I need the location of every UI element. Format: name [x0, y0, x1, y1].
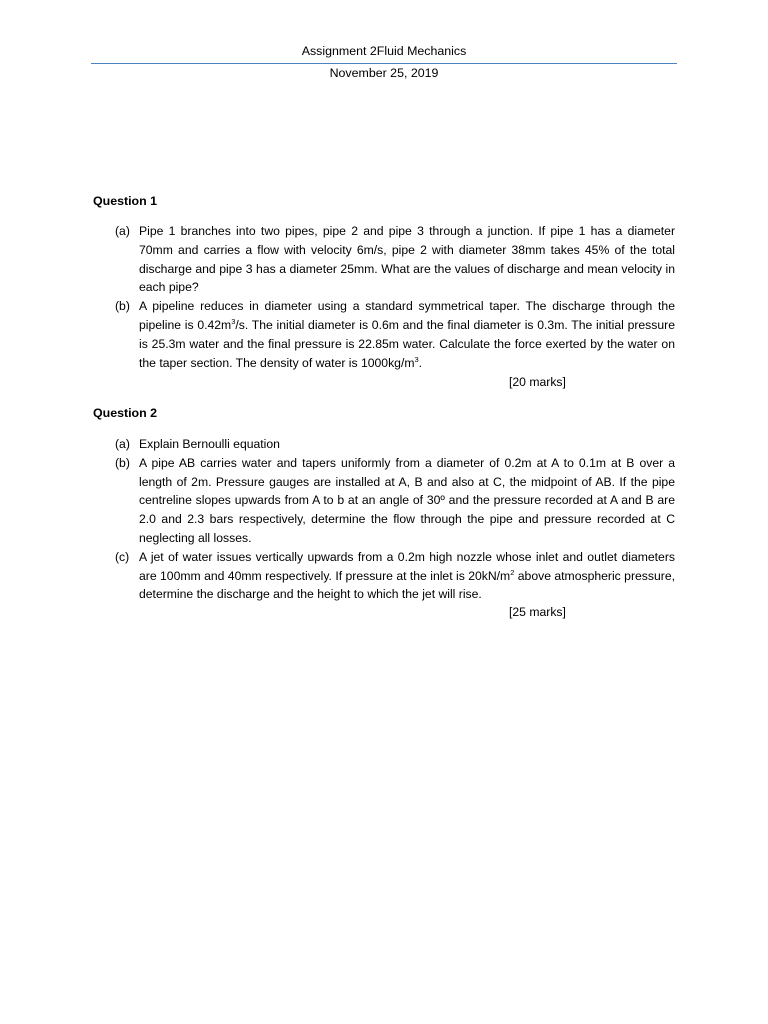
question-2-part-a	[115, 435, 675, 454]
question-2-part-b	[115, 454, 675, 548]
part-text: A pipeline reduces in diameter using a standard symmetrical taper. The discharge through the pipeline is $0.42m^3/s$. The initial diameter is 0.6m and the final diameter is 0.3m. The initial pressure is 25.3m water and the final pressure is 22.85m water. Calculate the force exerted by the water on the taper section. The density of water is $1000kg/m^3$.	[139, 299, 675, 370]
question-1-part-a	[115, 222, 675, 297]
part-label: (b)	[115, 299, 130, 314]
part-text: Explain Bernoulli equation	[139, 437, 280, 451]
question-1-parts	[115, 222, 675, 372]
part-label: (b)	[115, 455, 130, 470]
part-text: A pipe AB carries water and tapers uniformly from a diameter of 0.2m at A to 0.1m at B over a length of 2m. Pressure gauges are installed at A, B and also at C, the midpoint of AB. If the pipe centreline slopes upwards from A to b at an angle of 30º and the pressure recorded at A and B are 2.0 and 2.3 bars respectively, determine the flow through the pipe and pressure recorded at C neglecting all losses.	[139, 455, 675, 545]
part-label: (c)	[115, 549, 130, 564]
header-rule	[91, 63, 677, 64]
part-label: (a)	[115, 224, 130, 238]
document-date: November 25, 2019	[329, 66, 439, 80]
question-1-marks: [20 marks]	[509, 375, 566, 389]
question-2-marks: [25 marks]	[509, 605, 566, 619]
part-text: Pipe 1 branches into two pipes, pipe 2 and pipe 3 through a junction. If pipe 1 has a diameter 70mm and carries a flow with velocity 6m/s, pipe 2 with diameter 38mm takes 45% of the total discharge and pipe 3 has a diameter 25mm. What are the values of discharge and mean velocity in each pipe?	[139, 224, 675, 295]
question-2-part-c	[115, 548, 675, 604]
document-title: Assignment 2Fluid Mechanics	[301, 44, 467, 58]
question-1-part-b	[115, 297, 675, 372]
question-2-parts	[115, 435, 675, 604]
question-2-heading: Question 2	[93, 406, 158, 420]
question-1-heading: Question 1	[93, 194, 158, 208]
part-label: (a)	[115, 437, 130, 451]
part-text: A jet of water issues vertically upwards from a 0.2m high nozzle whose inlet and outlet diameters are 100mm and 40mm respectively. If pressure at the inlet is $20kN/m^2$ above atmospheric pressure, determine the discharge and the height to which the jet will rise.	[139, 549, 675, 602]
